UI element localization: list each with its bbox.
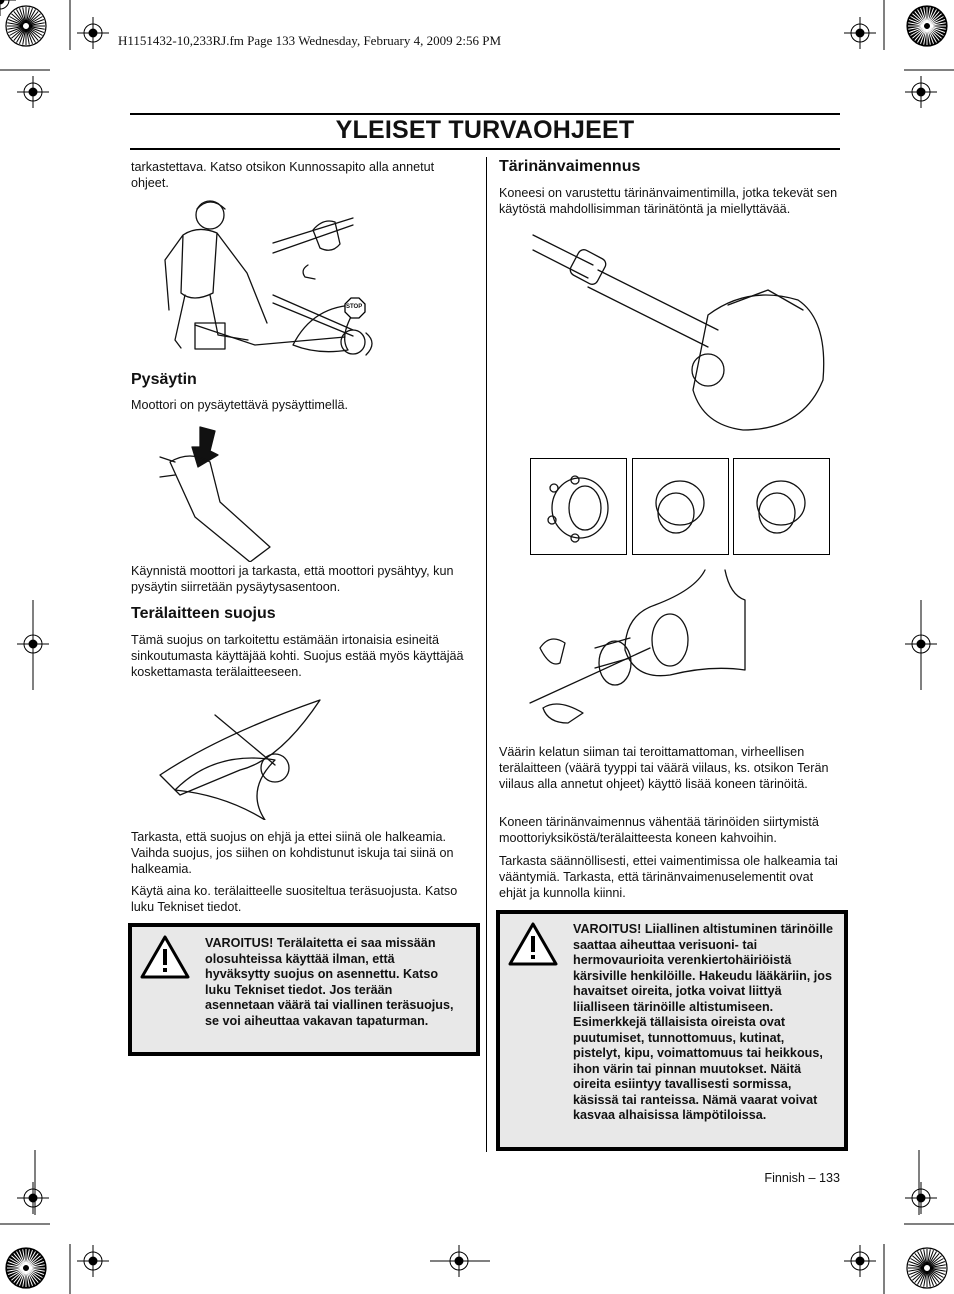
page-footer: Finnish – 133 xyxy=(764,1171,840,1185)
pysaytin-text: Moottori on pysäytettävä pysäyttimellä. xyxy=(131,398,348,412)
warning-text-vibration: VAROITUS! Liiallinen altistuminen tärinöille saattaa aiheuttaa verisuoni- tai hermovaurioita verenkiertohäiriöistä kärsiville henkilöille. Hakeudu lääkäriin, jos havaitset oireita, jotka voivat liittyä liialliseen tärinöille altistumiseen. Esimerkkejä tällaisista oireista ovat puutumiset, tunnottomuus, kutinat, pistelyt, kipu, voimattomuus tai heikkous, ihon värin tai pinnan muutokset. Näitä oireita esiintyy tavallisesti sormissa, käsissä tai ranteissa. Nämä vaarat voivat kasvaa alhaisissa lämpötiloissa. xyxy=(573,922,834,1122)
heading-tarinanvaimennus: Tärinänvaimennus xyxy=(499,158,641,175)
heading-pysaytin: Pysäytin xyxy=(131,371,197,388)
suojus-use-text: Käytä aina ko. terälaitteelle suositeltua teräsuojusta. Katso luku Tekniset tiedot. xyxy=(131,884,458,914)
warning-box-vibration xyxy=(496,910,848,1151)
intro-text: tarkastettava. Katso otsikon Kunnossapito alla annetut ohjeet. xyxy=(131,160,435,190)
tarina-intro: Koneesi on varustettu tärinänvaimentimilla, jotka tekevät sen käytöstä mahdollisimman tärinätöntä ja miellyttävää. xyxy=(499,186,838,216)
suojus-check-text: Tarkasta, että suojus on ehjä ja ettei siinä ole halkeamia. Vaihda suojus, jos siihen on kohdistunut iskuja tai siinä on halkeamia. xyxy=(131,830,454,876)
suojus-text: Tämä suojus on tarkoitettu estämään irtonaisia esineitä sinkoutumasta käyttäjää kohti. Suojus estää myös käyttäjää koskettamasta terälaitteeseen. xyxy=(131,633,464,679)
damper-exploded-illustration xyxy=(525,568,755,738)
warning-triangle-icon xyxy=(508,922,558,966)
stop-icon-label: STOP xyxy=(346,304,363,310)
tarina-p3: Tarkasta säännöllisesti, ettei vaimentimissa ole halkeamia tai vääntymiä. Tarkasta, että tärinänvaimenuselementit ovat ehjät ja kunnolla kiinni. xyxy=(499,854,838,900)
title-rule-top xyxy=(130,113,840,115)
pysaytin-after-text: Käynnistä moottori ja tarkasta, että moottori pysähtyy, kun pysäytin siirretään pysäytysasentoon. xyxy=(131,564,454,594)
tarina-p2: Koneen tärinänvaimennus vähentää tärinöiden siirtymistä moottoriyksiköstä/terälaitteesta koneen kahvoihin. xyxy=(499,815,819,845)
file-header: H1151432-10,233RJ.fm Page 133 Wednesday, February 4, 2009 2:56 PM xyxy=(118,33,502,48)
warning-box-blade xyxy=(128,923,480,1056)
warning-triangle-icon xyxy=(140,935,190,979)
engine-illustration xyxy=(528,225,838,445)
damper-plug-icon-2 xyxy=(733,458,830,555)
blade-guard-illustration xyxy=(155,690,335,820)
tarina-p1: Väärin kelatun siiman tai teroittamattoman, virheellisen terälaitteen (väärä tyyppi tai väärä viilaus, ks. otsikon Terän viilaus alla annetut ohjeet) käyttö lisää koneen tärinöitä. xyxy=(499,745,829,791)
trimmer-head-detail xyxy=(268,205,508,365)
stop-switch-illustration xyxy=(155,422,285,562)
heading-suojus: Terälaitteen suojus xyxy=(131,605,276,622)
warning-text-blade: VAROITUS! Terälaitetta ei saa missään olosuhteissa käyttää ilman, että hyväksytty suojus on asennettu. Katso luku Tekniset tiedot. Jos terään asennetaan väärä tai viallinen teräsuojus, se voi aiheuttaa vakavan tapaturman. xyxy=(205,936,454,1028)
title-rule-bottom xyxy=(130,148,840,150)
damper-ring-icon xyxy=(530,458,627,555)
damper-plug-icon-1 xyxy=(632,458,729,555)
page-title: YLEISET TURVAOHJEET xyxy=(335,116,635,144)
